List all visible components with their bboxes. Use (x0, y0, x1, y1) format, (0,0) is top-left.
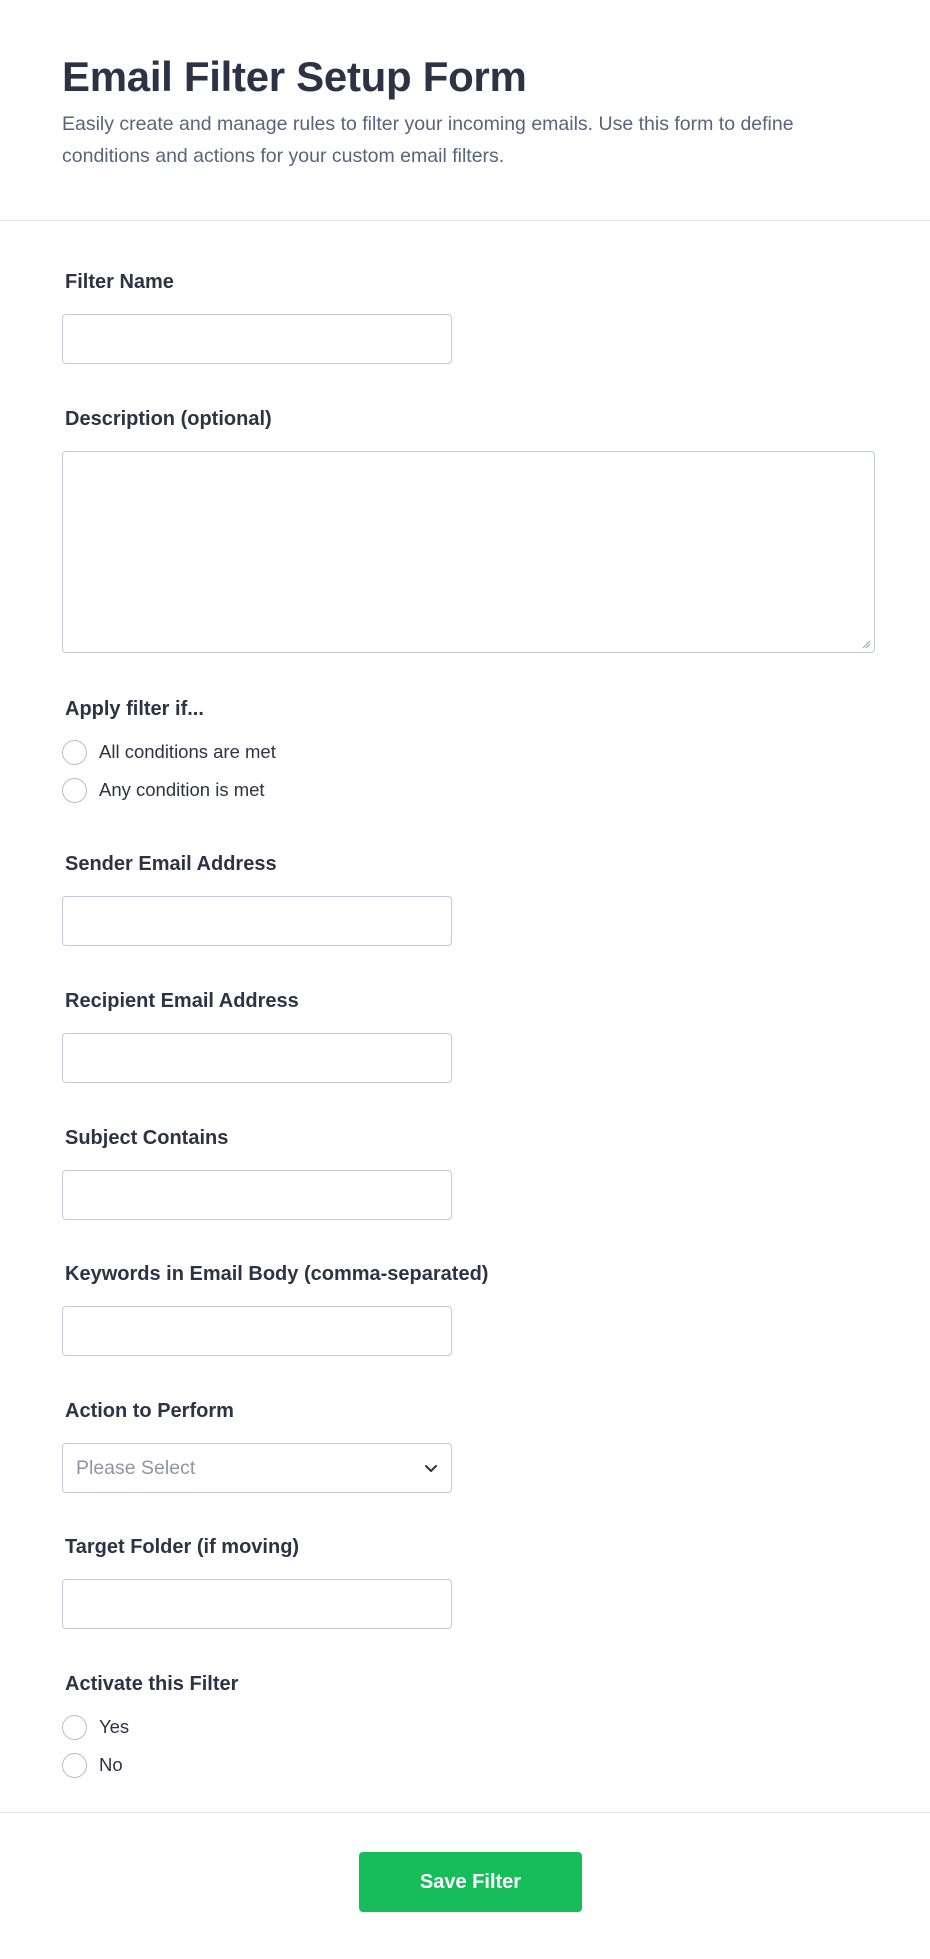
recipient-field (62, 988, 452, 1083)
subject-field (62, 1125, 452, 1220)
filter-name-field (62, 269, 452, 364)
filter-form (0, 221, 930, 1813)
target-folder-input[interactable] (62, 1579, 452, 1629)
action-select-value: Please Select (76, 1456, 196, 1479)
radio-label: Any condition is met (99, 779, 265, 800)
subject-input[interactable] (62, 1170, 452, 1220)
apply-if-field (62, 696, 276, 809)
filter-name-input[interactable] (62, 314, 452, 364)
radio-button[interactable] (62, 740, 87, 765)
radio-option-yes[interactable] (62, 1708, 238, 1746)
radio-option-all[interactable] (62, 733, 276, 771)
page-title: Email Filter Setup Form (62, 53, 527, 100)
keywords-label: Keywords in Email Body (comma-separated) (65, 1263, 489, 1285)
recipient-email-input[interactable] (62, 1033, 452, 1083)
radio-option-no[interactable] (62, 1746, 238, 1784)
radio-label: No (99, 1754, 123, 1775)
radio-label: Yes (99, 1716, 130, 1737)
sender-email-input[interactable] (62, 896, 452, 946)
save-filter-button[interactable]: Save Filter (359, 1852, 582, 1912)
chevron-down-icon (423, 1460, 439, 1476)
keywords-input[interactable] (62, 1306, 452, 1356)
sender-label: Sender Email Address (65, 853, 277, 875)
apply-if-radio-group (62, 733, 276, 809)
keywords-field (62, 1261, 488, 1356)
activate-field (62, 1671, 238, 1784)
radio-button[interactable] (62, 778, 87, 803)
apply-if-label: Apply filter if... (65, 698, 204, 720)
target-folder-label: Target Folder (if moving) (65, 1536, 300, 1558)
activate-label: Activate this Filter (65, 1673, 239, 1695)
radio-button[interactable] (62, 1715, 87, 1740)
radio-label: All conditions are met (99, 741, 276, 762)
filter-name-label: Filter Name (65, 271, 174, 293)
page-subtitle: Easily create and manage rules to filter your incoming emails. Use this form to define conditions and actions for your custom email filters. (62, 113, 794, 167)
resize-grip-icon[interactable] (861, 639, 871, 649)
radio-button[interactable] (62, 1753, 87, 1778)
activate-radio-group (62, 1708, 238, 1784)
sender-field (62, 851, 452, 946)
description-label: Description (optional) (65, 408, 272, 430)
target-folder-field (62, 1534, 452, 1629)
radio-option-any[interactable] (62, 771, 276, 809)
description-textarea[interactable] (62, 451, 875, 653)
description-field (62, 406, 875, 653)
subject-label: Subject Contains (65, 1127, 229, 1149)
form-footer (0, 1812, 930, 1959)
recipient-label: Recipient Email Address (65, 990, 299, 1012)
action-label: Action to Perform (65, 1400, 234, 1422)
action-select[interactable] (62, 1443, 452, 1493)
form-header (0, 0, 930, 221)
action-field (62, 1398, 452, 1493)
